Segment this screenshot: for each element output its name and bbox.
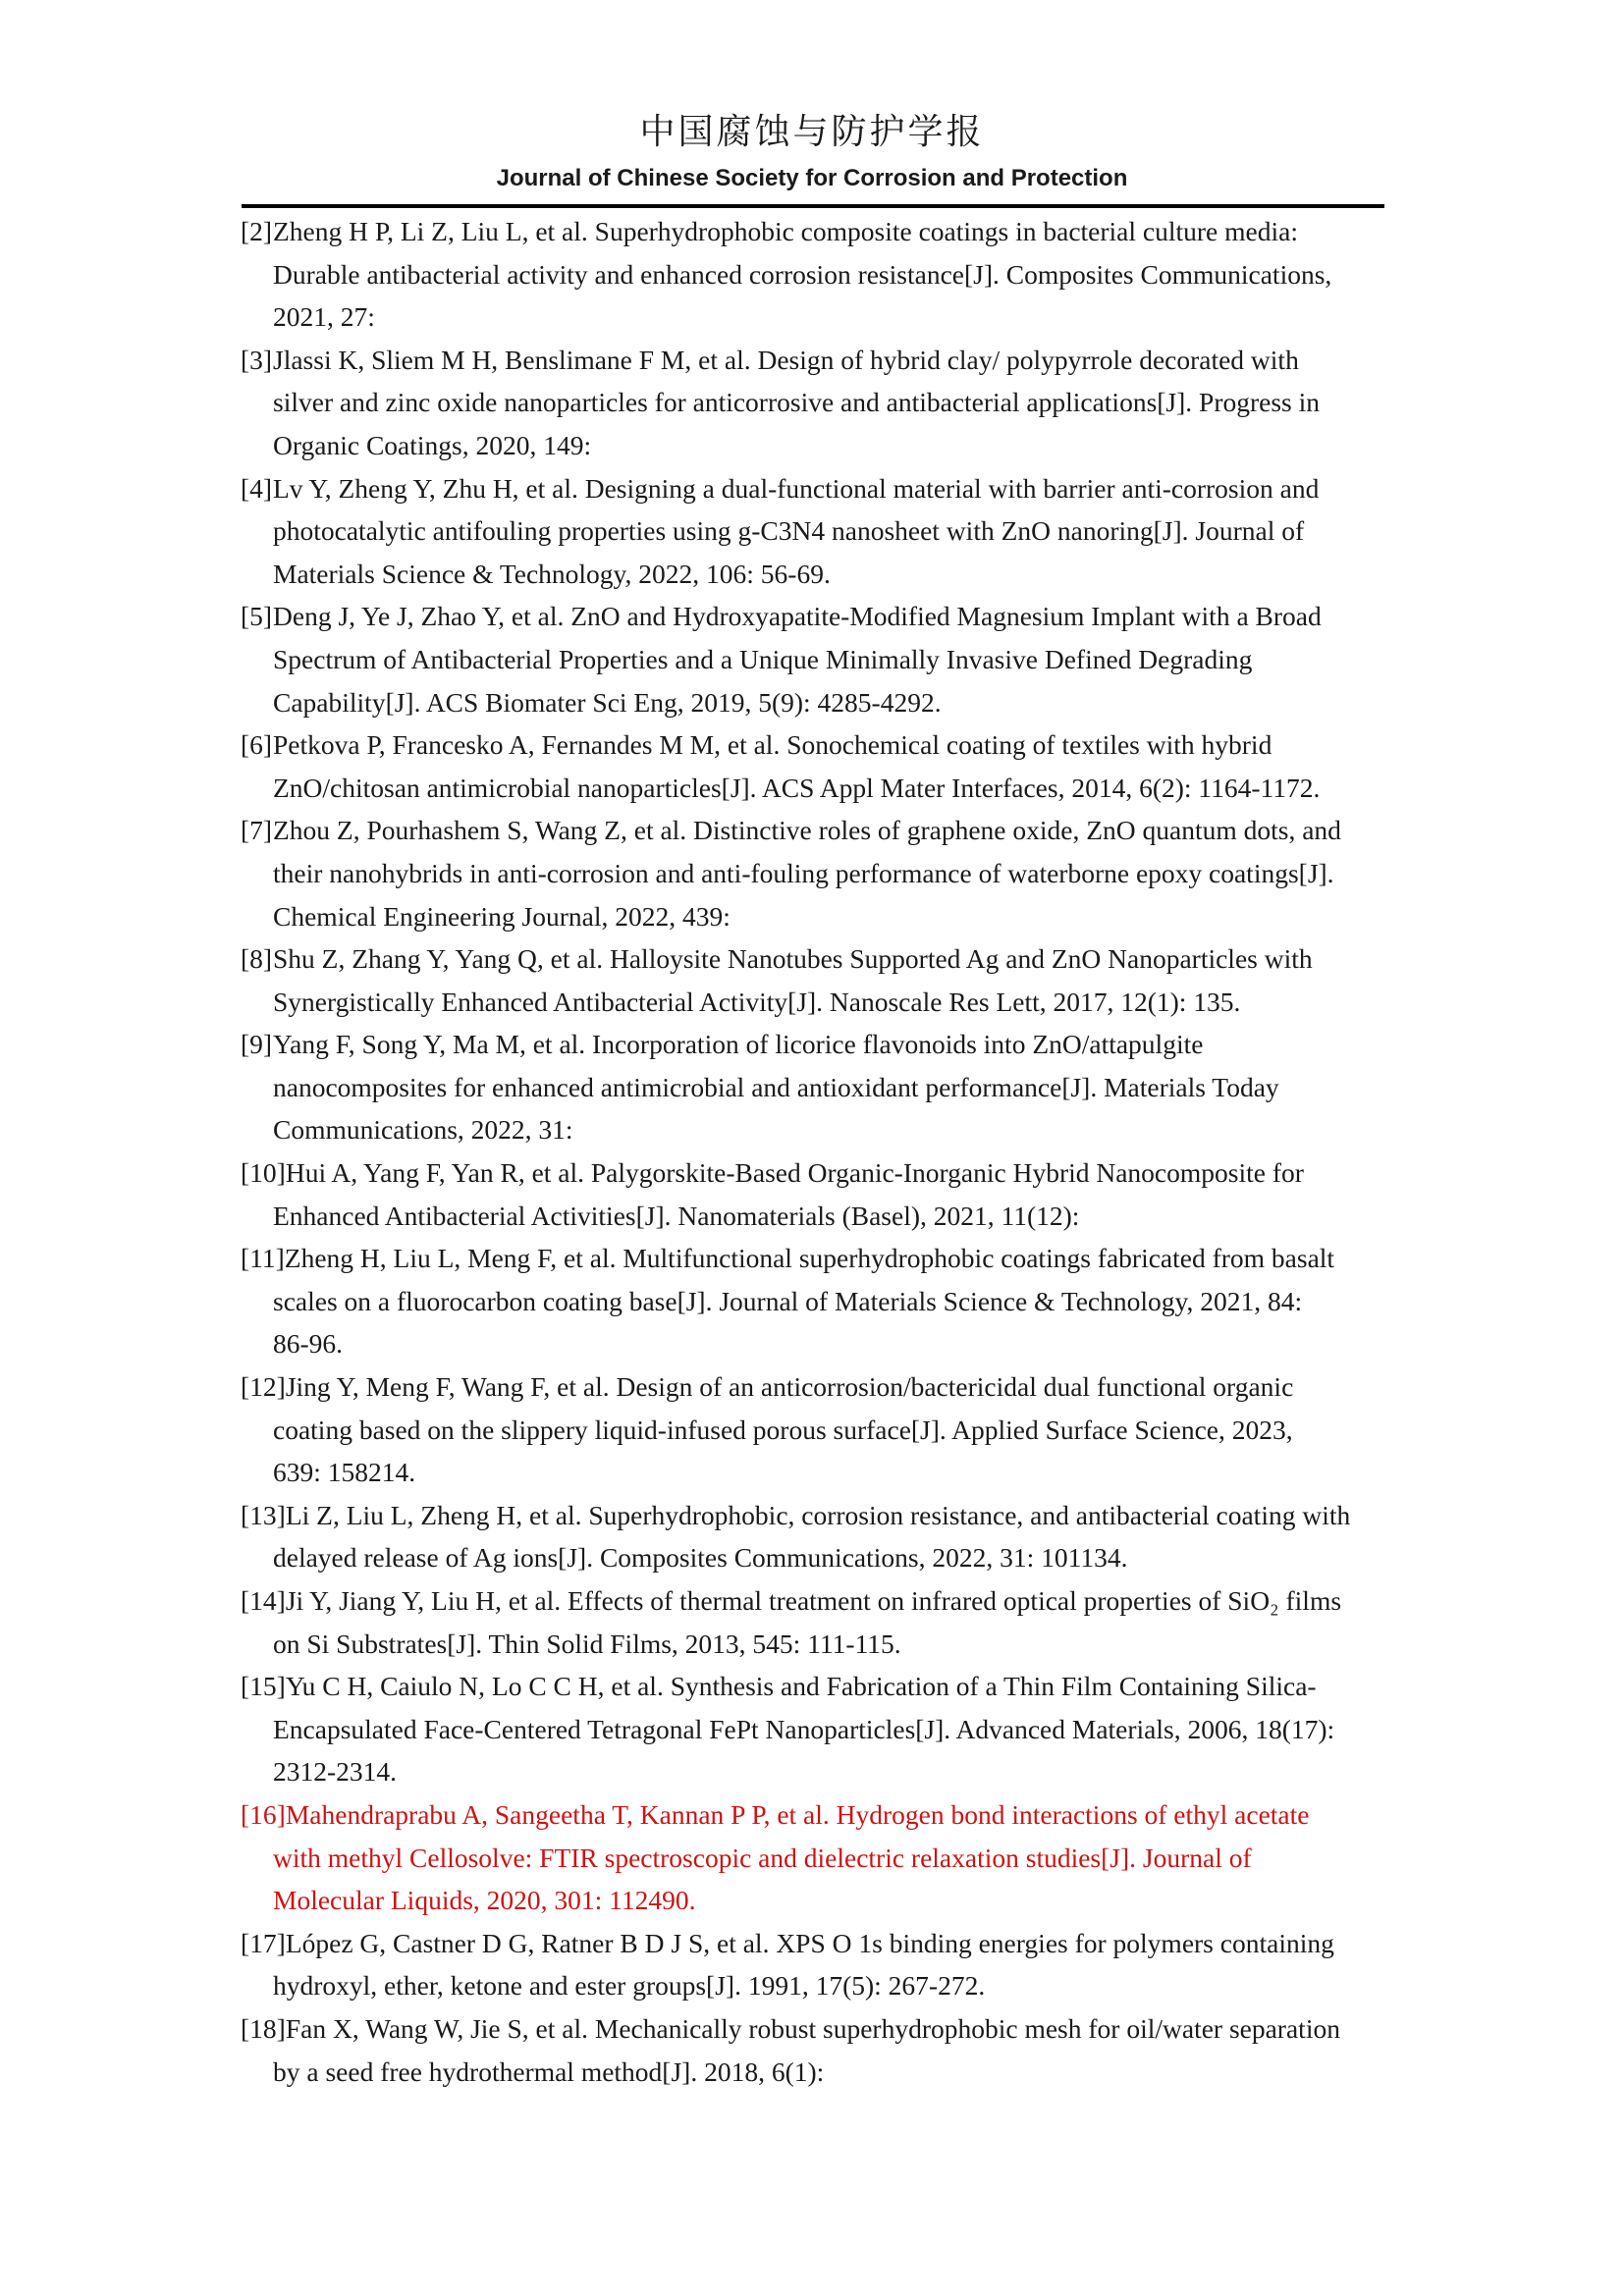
reference-first-line	[241, 809, 1404, 852]
reference-continuation-line: coating based on the slippery liquid-infused porous surface[J]. Applied Surface Science, 2023,	[273, 1414, 1293, 1445]
reference-number: [10]	[241, 1157, 286, 1189]
header-divider-line	[242, 204, 1384, 208]
reference-item	[241, 1365, 1404, 1494]
reference-continuation-line: nanocomposites for enhanced antimicrobial and antioxidant performance[J]. Materials Today	[273, 1071, 1279, 1102]
reference-item	[241, 339, 1404, 467]
reference-item	[241, 2007, 1404, 2093]
reference-first-line	[241, 1793, 1404, 1837]
reference-number: [4]	[241, 472, 273, 504]
reference-number: [2]	[241, 216, 273, 246]
reference-text: Shu Z, Zhang Y, Yang Q, et al. Halloysite Nanotubes Supported Ag and ZnO Nanoparticles with	[273, 943, 1313, 975]
reference-continuation-line: Capability[J]. ACS Biomater Sci Eng, 2019, 5(9): 4285-4292.	[273, 686, 942, 718]
reference-continuation-line: silver and zinc oxide nanoparticles for anticorrosive and antibacterial applications[J]. Progress in	[273, 387, 1321, 418]
reference-number: [14]	[241, 1585, 286, 1616]
reference-item	[241, 1237, 1404, 1365]
reference-text: Li Z, Liu L, Zheng H, et al. Superhydrophobic, corrosion resistance, and antibacterial coating with	[285, 1499, 1351, 1530]
reference-item	[241, 1579, 1404, 1665]
reference-number: [6]	[241, 729, 273, 761]
reference-continuation-line: their nanohybrids in anti-corrosion and anti-fouling performance of waterborne epoxy coatings[J].	[273, 857, 1334, 888]
reference-item	[241, 595, 1404, 723]
reference-continuation-line: delayed release of Ag ions[J]. Composites Communications, 2022, 31: 101134.	[273, 1542, 1128, 1574]
reference-text: López G, Castner D G, Ratner B D J S, et al. XPS O 1s binding energies for polymers containing	[285, 1927, 1334, 1958]
reference-number: [16]	[241, 1798, 286, 1830]
reference-number: [3]	[241, 344, 273, 375]
reference-first-line	[241, 595, 1404, 638]
reference-continuation-line: scales on a fluorocarbon coating base[J]. Journal of Materials Science & Technology, 2021, 84:	[273, 1285, 1303, 1316]
reference-text: Zhou Z, Pourhashem S, Wang Z, et al. Distinctive roles of graphene oxide, ZnO quantum dots, and	[273, 815, 1341, 846]
reference-continuation-line: Synergistically Enhanced Antibacterial Activity[J]. Nanoscale Res Lett, 2017, 12(1): 135.	[273, 986, 1241, 1017]
reference-number: [11]	[241, 1243, 285, 1274]
reference-first-line	[241, 339, 1404, 382]
reference-text: Petkova P, Francesko A, Fernandes M M, et al. Sonochemical coating of textiles with hybrid	[273, 729, 1272, 761]
reference-continuation-line: Molecular Liquids, 2020, 301: 112490.	[273, 1885, 696, 1916]
reference-continuation-line: Spectrum of Antibacterial Properties and a Unique Minimally Invasive Defined Degrading	[273, 643, 1253, 674]
reference-number: [18]	[241, 2012, 286, 2044]
reference-continuation-line: with methyl Cellosolve: FTIR spectroscopic and dielectric relaxation studies[J]. Journal of	[273, 1842, 1252, 1873]
reference-number: [9]	[241, 1029, 273, 1060]
reference-continuation-line: Communications, 2022, 31:	[273, 1114, 573, 1146]
reference-continuation-line: Enhanced Antibacterial Activities[J]. Nanomaterials (Basel), 2021, 11(12):	[273, 1200, 1080, 1231]
reference-item	[241, 467, 1404, 596]
reference-continuation-line: 2312-2314.	[273, 1756, 398, 1788]
reference-text: Lv Y, Zheng Y, Zhu H, et al. Designing a dual-functional material with barrier anti-corrosion and	[273, 472, 1320, 504]
reference-item	[241, 1494, 1404, 1579]
reference-item	[241, 723, 1404, 809]
reference-first-line	[241, 467, 1404, 510]
reference-continuation-line: hydroxyl, ether, ketone and ester groups[J]. 1991, 17(5): 267-272.	[273, 1970, 986, 2002]
reference-number: [7]	[241, 815, 273, 846]
reference-continuation-line: 2021, 27:	[273, 301, 375, 333]
reference-text: Zheng H P, Li Z, Liu L, et al. Superhydrophobic composite coatings in bacterial culture media:	[273, 216, 1298, 246]
reference-item	[241, 1922, 1404, 2007]
journal-title-english: Journal of Chinese Society for Corrosion and Protection	[496, 165, 1128, 191]
reference-first-line	[241, 1151, 1404, 1195]
reference-item	[241, 1023, 1404, 1151]
reference-item	[241, 210, 1404, 339]
reference-first-line	[241, 210, 1404, 253]
reference-text: Deng J, Ye J, Zhao Y, et al. ZnO and Hydroxyapatite-Modified Magnesium Implant with a Broad	[273, 601, 1322, 632]
reference-first-line	[241, 937, 1404, 981]
reference-first-line	[241, 1237, 1404, 1280]
reference-continuation-line: photocatalytic antifouling properties using g-C3N4 nanosheet with ZnO nanoring[J]. Journal of	[273, 515, 1305, 547]
reference-continuation-line: Organic Coatings, 2020, 149:	[273, 429, 592, 460]
reference-first-line	[241, 2007, 1404, 2051]
reference-text: Yu C H, Caiulo N, Lo C C H, et al. Synthesis and Fabrication of a Thin Film Containing Silica-	[285, 1671, 1317, 1702]
reference-text: Fan X, Wang W, Jie S, et al. Mechanically robust superhydrophobic mesh for oil/water separation	[285, 2012, 1340, 2044]
reference-number: [5]	[241, 601, 273, 632]
references-list	[241, 210, 1404, 2093]
reference-first-line	[241, 1494, 1404, 1537]
reference-item	[241, 1793, 1404, 1922]
reference-continuation-line: Chemical Engineering Journal, 2022, 439:	[273, 900, 731, 932]
reference-continuation-line: by a seed free hydrothermal method[J]. 2018, 6(1):	[273, 2056, 825, 2087]
reference-number: [12]	[241, 1371, 286, 1403]
reference-text: Ji Y, Jiang Y, Liu H, et al. Effects of thermal treatment on infrared optical properties of SiO₂ films	[285, 1585, 1342, 1616]
reference-item	[241, 809, 1404, 937]
reference-number: [17]	[241, 1927, 286, 1958]
reference-continuation-line: Durable antibacterial activity and enhanced corrosion resistance[J]. Composites Communications,	[273, 258, 1332, 290]
reference-text: Mahendraprabu A, Sangeetha T, Kannan P P, et al. Hydrogen bond interactions of ethyl acetate	[285, 1798, 1310, 1830]
reference-text: Yang F, Song Y, Ma M, et al. Incorporation of licorice flavonoids into ZnO/attapulgite	[273, 1029, 1204, 1060]
reference-number: [8]	[241, 943, 273, 975]
reference-item	[241, 1151, 1404, 1237]
reference-continuation-line: on Si Substrates[J]. Thin Solid Films, 2013, 545: 111-115.	[273, 1628, 901, 1659]
reference-first-line	[241, 1922, 1404, 1965]
reference-first-line	[241, 1365, 1404, 1409]
reference-first-line	[241, 1579, 1404, 1623]
reference-item	[241, 1665, 1404, 1793]
reference-text: Jlassi K, Sliem M H, Benslimane F M, et al. Design of hybrid clay/ polypyrrole decorated with	[273, 344, 1299, 375]
reference-item	[241, 937, 1404, 1023]
reference-continuation-line: Materials Science & Technology, 2022, 106: 56-69.	[273, 558, 831, 589]
reference-first-line	[241, 1665, 1404, 1708]
reference-text: Jing Y, Meng F, Wang F, et al. Design of an anticorrosion/bactericidal dual functional organic	[285, 1371, 1294, 1403]
reference-first-line	[241, 1023, 1404, 1066]
reference-continuation-line: Encapsulated Face-Centered Tetragonal FePt Nanoparticles[J]. Advanced Materials, 2006, 18(17):	[273, 1713, 1335, 1744]
reference-continuation-line: ZnO/chitosan antimicrobial nanoparticles[J]. ACS Appl Mater Interfaces, 2014, 6(2): 1164-1172.	[273, 772, 1321, 803]
reference-continuation-line: 86-96.	[273, 1328, 344, 1360]
reference-text: Zheng H, Liu L, Meng F, et al. Multifunctional superhydrophobic coatings fabricated from basalt	[284, 1243, 1335, 1274]
journal-title-chinese: 中国腐蚀与防护学报	[639, 112, 985, 151]
reference-continuation-line: 639: 158214.	[273, 1457, 416, 1488]
reference-text: Hui A, Yang F, Yan R, et al. Palygorskite-Based Organic-Inorganic Hybrid Nanocomposite for	[285, 1157, 1304, 1189]
reference-number: [13]	[241, 1499, 286, 1530]
reference-first-line	[241, 723, 1404, 767]
reference-number: [15]	[241, 1671, 286, 1702]
